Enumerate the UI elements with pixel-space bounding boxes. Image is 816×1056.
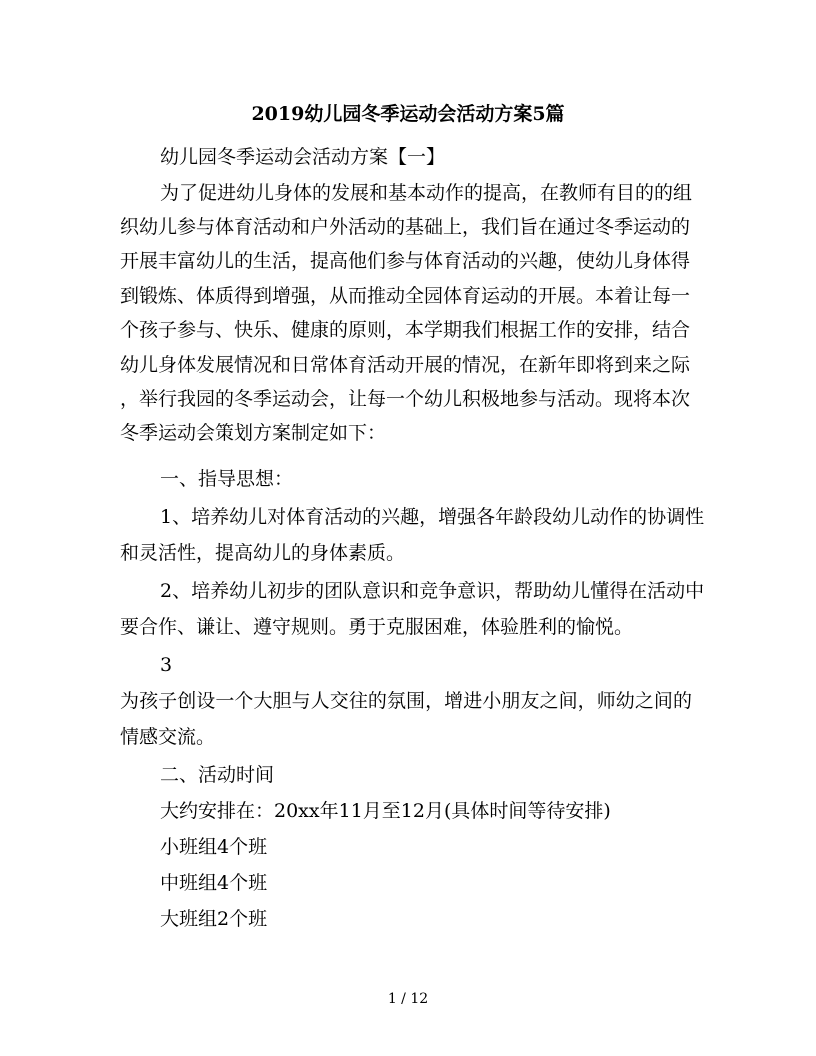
guiding-heading: 一、指导思想： xyxy=(160,468,294,490)
list-item: 大班组2个班 xyxy=(160,908,268,930)
list-item: 中班组4个班 xyxy=(160,872,268,894)
paragraph-line: 个孩子参与、快乐、健康的原则，本学期我们根据工作的安排，结合 xyxy=(120,319,691,341)
list-item: 小班组4个班 xyxy=(160,836,268,858)
paragraph-line: 1、培养幼儿对体育活动的兴趣，增强各年龄段幼儿动作的协调性 xyxy=(160,506,705,528)
document-title: 2019幼儿园冬季运动会活动方案5篇 xyxy=(251,103,565,125)
paragraph-line: 2、培养幼儿初步的团队意识和竞争意识，帮助幼儿懂得在活动中 xyxy=(160,580,705,602)
paragraph-line: 为孩子创设一个大胆与人交往的氛围，增进小朋友之间，师幼之间的 xyxy=(120,690,692,712)
paragraph-line: 冬季运动会策划方案制定如下： xyxy=(120,422,387,444)
time-heading: 二、活动时间 xyxy=(160,764,275,786)
paragraph-line: 幼儿身体发展情况和日常体育活动开展的情况，在新年即将到来之际 xyxy=(120,354,691,376)
point-number: 3 xyxy=(160,654,173,676)
section-heading: 幼儿园冬季运动会活动方案【一】 xyxy=(160,146,446,168)
paragraph-line: ，举行我园的冬季运动会，让每一个幼儿积极地参与活动。现将本次 xyxy=(120,388,691,410)
paragraph-line: 和灵活性，提高幼儿的身体素质。 xyxy=(120,542,406,564)
page-indicator: 1 / 12 xyxy=(387,991,429,1007)
schedule-line: 大约安排在：20xx年11月至12月(具体时间等待安排) xyxy=(160,800,611,822)
paragraph-line: 到锻炼、体质得到增强，从而推动全园体育运动的开展。本着让每一 xyxy=(120,285,691,307)
paragraph-line: 情感交流。 xyxy=(120,726,216,748)
paragraph-line: 织幼儿参与体育活动和户外活动的基础上，我们旨在通过冬季运动的 xyxy=(120,216,691,238)
paragraph-line: 为了促进幼儿身体的发展和基本动作的提高，在教师有目的的组 xyxy=(160,182,693,204)
paragraph-line: 要合作、谦让、遵守规则。勇于克服困难，体验胜利的愉悦。 xyxy=(120,616,634,638)
paragraph-line: 开展丰富幼儿的生活，提高他们参与体育活动的兴趣，使幼儿身体得 xyxy=(120,250,691,272)
